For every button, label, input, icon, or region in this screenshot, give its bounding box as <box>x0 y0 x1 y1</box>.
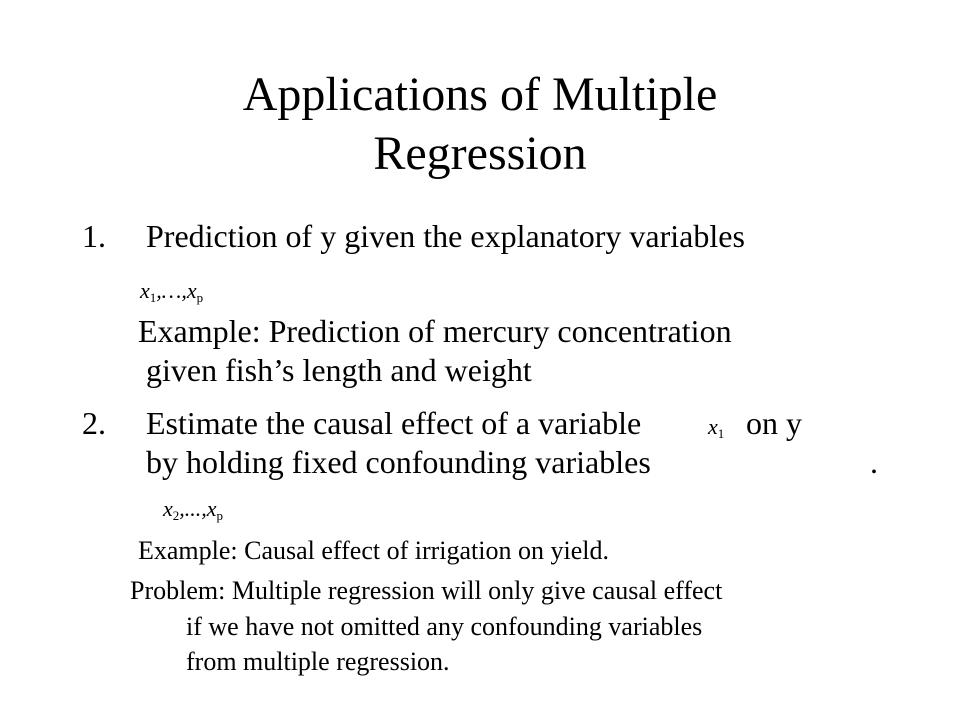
slide-title <box>0 66 960 183</box>
inline-formula-x1 <box>708 414 724 442</box>
example-1-line-2: given fish’s length and weight <box>146 352 532 388</box>
formula-var-x: x <box>186 278 197 303</box>
problem-line-3: from multiple regression. <box>186 647 450 676</box>
title-line-2: Regression <box>373 126 587 180</box>
item-2-line-1-prefix: Estimate the causal effect of a variable <box>146 405 642 441</box>
item-1-number: 1. <box>82 218 106 254</box>
formula-sub-2: 2 <box>172 508 180 523</box>
example-1-line-1: Example: Prediction of mercury concentration <box>138 313 732 349</box>
item-2-line-2: by holding fixed confounding variables <box>146 444 651 480</box>
problem-line-1: Problem: Multiple regression will only give causal effect <box>130 576 723 605</box>
formula-x2-to-xp <box>163 496 223 524</box>
formula-x1-to-xp <box>140 278 203 306</box>
item-2-number: 2. <box>82 405 106 441</box>
item-2-line-2-period: . <box>870 444 878 480</box>
problem-line-2: if we have not omitted any confounding variables <box>186 612 703 641</box>
formula-var-x: x <box>708 414 718 439</box>
formula-sub-p: p <box>216 508 224 523</box>
title-line-1: Applications of Multiple <box>242 68 718 121</box>
formula-sub-1: 1 <box>149 290 157 305</box>
formula-var-x: x <box>163 496 173 521</box>
formula-var-x: x <box>140 278 150 303</box>
formula-var-x: x <box>206 496 217 521</box>
item-2-line-1-suffix: on y <box>746 405 802 441</box>
formula-ellipsis: ,..., <box>179 496 207 521</box>
formula-sub-p: p <box>196 290 204 305</box>
example-2: Example: Causal effect of irrigation on yield. <box>138 536 609 565</box>
formula-ellipsis: ,…, <box>156 278 187 303</box>
formula-sub-1: 1 <box>717 426 725 441</box>
item-1-text: Prediction of y given the explanatory variables <box>146 218 745 254</box>
